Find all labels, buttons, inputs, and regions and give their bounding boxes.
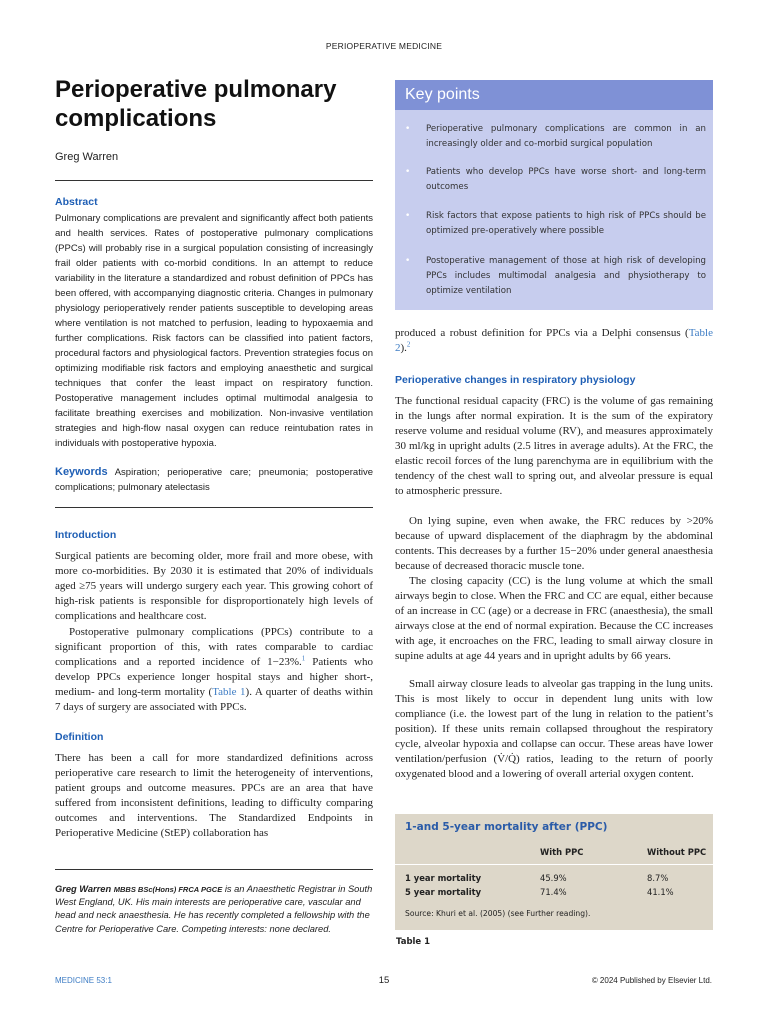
key-point-text: Patients who develop PPCs have worse short- and long-term outcomes [426, 167, 706, 192]
key-point-text: Risk factors that expose patients to high risk of PPCs should be optimized pre-operatively where possible [426, 211, 706, 236]
table-1 [395, 814, 713, 930]
key-points-box [395, 80, 713, 310]
table-1-link[interactable]: Table 1 [212, 686, 246, 698]
table-source: Source: Khuri et al. (2005) (see Further reading). [405, 909, 591, 918]
bio-name: Greg Warren [55, 884, 112, 894]
intro-p2-text-c: ). A quarter of deaths within 7 days of surgery are associated with PPCs. [55, 686, 374, 713]
table-title: 1-and 5-year mortality after (PPC) [405, 821, 608, 833]
intro-p2-text-b: Patients who develop PPCs experience longer hospital stays and higher short-, medium- and long-term mortality ( [55, 656, 373, 698]
bullet-icon: • [405, 167, 411, 177]
physiology-paragraph-2: On lying supine, even when awake, the FRC reduces by >20% because of upward displacement of the diaphragm by the abdominal contents. This decreases by a further 15−20% under general anaesthesia because of decreased thoracic muscle tone. [395, 515, 713, 572]
reference-2-link[interactable]: 2 [406, 340, 411, 349]
definition-heading: Definition [55, 731, 104, 743]
introduction-heading: Introduction [55, 529, 117, 541]
article-title [55, 75, 375, 133]
definition-continuation [395, 326, 713, 356]
table-header-rule [395, 864, 713, 865]
bullet-icon: • [405, 256, 411, 266]
physiology-paragraph-1: The functional residual capacity (FRC) is the volume of gas remaining in the lungs after normal expiration. It is the sum of the expiratory reserve volume and residual volume (RV), and measures approximately 30 ml/kg in upright adults (2.5 litres in average adults). At the FRC, the elastic recoil forces of the lung parenchyma are in equilibrium with the tendency of the chest wall to spring out, and alveolar pressure is equal to atmospheric pressure. [395, 395, 713, 497]
title-line-2: complications [55, 105, 217, 132]
abstract-bottom-rule [55, 507, 373, 508]
footer-copyright: © 2024 Published by Elsevier Ltd. [591, 976, 712, 985]
cell-1-year-without-ppc: 8.7% [647, 873, 669, 883]
physiology-heading: Perioperative changes in respiratory physiology [395, 374, 636, 386]
table-2-link[interactable]: Table 2 [395, 327, 713, 354]
keywords-text: Aspiration; perioperative care; pneumonia; postoperative complications; pulmonary atelectasis [55, 467, 373, 493]
author-bio-rule [55, 869, 373, 870]
keywords-label: Keywords [55, 466, 108, 478]
cell-1-year-with-ppc: 45.9% [540, 873, 567, 883]
cell-5-year-with-ppc: 71.4% [540, 887, 567, 897]
intro-p2-text-a: Postoperative pulmonary complications (PPCs) contribute to a significant proportion of this, with rates comparable to cardiac complications and a reported incidence of 1−23%. [55, 626, 373, 668]
keywords [55, 465, 373, 495]
abstract-top-rule [55, 180, 373, 181]
author-bio [55, 883, 373, 936]
bullet-icon: • [405, 211, 411, 221]
footer-journal: MEDICINE 53:1 [55, 976, 112, 985]
table-caption: Table 1 [396, 937, 431, 947]
introduction-paragraph-1: Surgical patients are becoming older, more frail and more obese, with more co-morbidities. By 2030 it is estimated that 20% of individuals aged ≥75 years will undergo surgery each year. This growing cohort of high-risk patients is responsible for disproportionately high levels of complications and healthcare cost. [55, 550, 373, 622]
running-head: PERIOPERATIVE MEDICINE [325, 41, 443, 51]
column-header-with-ppc: With PPC [540, 847, 584, 857]
physiology-paragraph-3: The closing capacity (CC) is the lung volume at which the small airways begin to close. When the FRC and CC are equal, either because of an increase in CC (age) or a decrease in FRC (anaesthesia), the small airways close at the end of normal expiration. Because the CC increases with age, it encroaches on the FRC, leading to small airway closure in supine adults at age 44 years and in upright adults by 66 years. [395, 575, 713, 662]
bio-qualifications: MBBS BSc(Hons) FRCA PGCE [113, 885, 223, 894]
introduction-paragraph-2 [55, 625, 373, 715]
row-label-1-year: 1 year mortality [405, 873, 482, 883]
bullet-icon: • [405, 124, 411, 134]
column-header-without-ppc: Without PPC [647, 847, 707, 857]
row-label-5-year: 5 year mortality [405, 887, 482, 897]
bio-text: is an Anaesthetic Registrar in South West England, UK. His main interests are perioperative care, vascular and head and neck anaesthesia. He has recently completed a fellowship with the Centre for Perioperative Care. Competing interests: none declared. [55, 884, 373, 934]
key-point-text: Perioperative pulmonary complications are common in an increasingly older and co-morbid surgical population [426, 124, 706, 149]
page-number: 15 [378, 975, 390, 986]
abstract-heading: Abstract [55, 196, 98, 208]
title-line-1: Perioperative pulmonary [55, 76, 337, 103]
physiology-paragraph-4: Small airway closure leads to alveolar gas trapping in the lung units. This is most likely to occur in dependent lung units with low compliance (i.e. the lowest part of the lung in relation to the patient’s position). If these units remain collapsed throughout the respiratory cycle, alveolar hypoxia and collapse can occur. These areas have lower ventilation/perfusion (V̇/Q̇) ratios, leading to the return of poorly oxygenated blood and a lowering of overall arterial oxygen content. [395, 678, 713, 780]
key-point-text: Postoperative management of those at high risk of developing PPCs includes multimodal analgesia and physiotherapy to optimize ventilation [426, 256, 706, 296]
key-points-title: Key points [405, 86, 480, 103]
author-name: Greg Warren [55, 151, 119, 163]
definition-cont-text-b: ). [400, 342, 407, 354]
definition-cont-text-a: produced a robust definition for PPCs via a Delphi consensus ( [395, 327, 689, 339]
reference-1-link[interactable]: 1 [301, 654, 306, 663]
key-points-header [395, 80, 713, 110]
definition-paragraph: There has been a call for more standardized definitions across perioperative care research to limit the heterogeneity of interventions, patient groups and outcome measures. PPCs are an area that have suffered from inconsistent definitions, leading to difficulty comparing outcomes and interventions. The Standardized Endpoints in Perioperative Medicine (StEP) collaboration has [55, 752, 373, 839]
abstract-text: Pulmonary complications are prevalent and significantly affect both patients and health services. Rates of postoperative pulmonary complications (PPCs) will probably rise in a surgical population consisting of increasingly frail older patients with co-morbid conditions. In an attempt to reduce variability in the literature a standardized and robust definition of PPCs has been offered, with accompanying diagnostic criteria. Changes in pulmonary physiology perioperatively render patients susceptible to developing areas where ventilation is not matched to perfusion, leading to hypoxaemia and further complications. Risk factors can be classified into patient factors, procedural factors and physiological factors. Prevention strategies focus on optimizing modifiable risk factors and employing anaesthetic and surgical techniques that confer the least impact on respiratory function. Postoperative management includes optimal multimodal analgesia to facilitate breathing exercises and mobilization. Non-invasive ventilation strategies and high-flow nasal oxygen can reduce reintubation rates in individuals with postoperative hypoxia. [55, 213, 373, 449]
cell-5-year-without-ppc: 41.1% [647, 887, 674, 897]
